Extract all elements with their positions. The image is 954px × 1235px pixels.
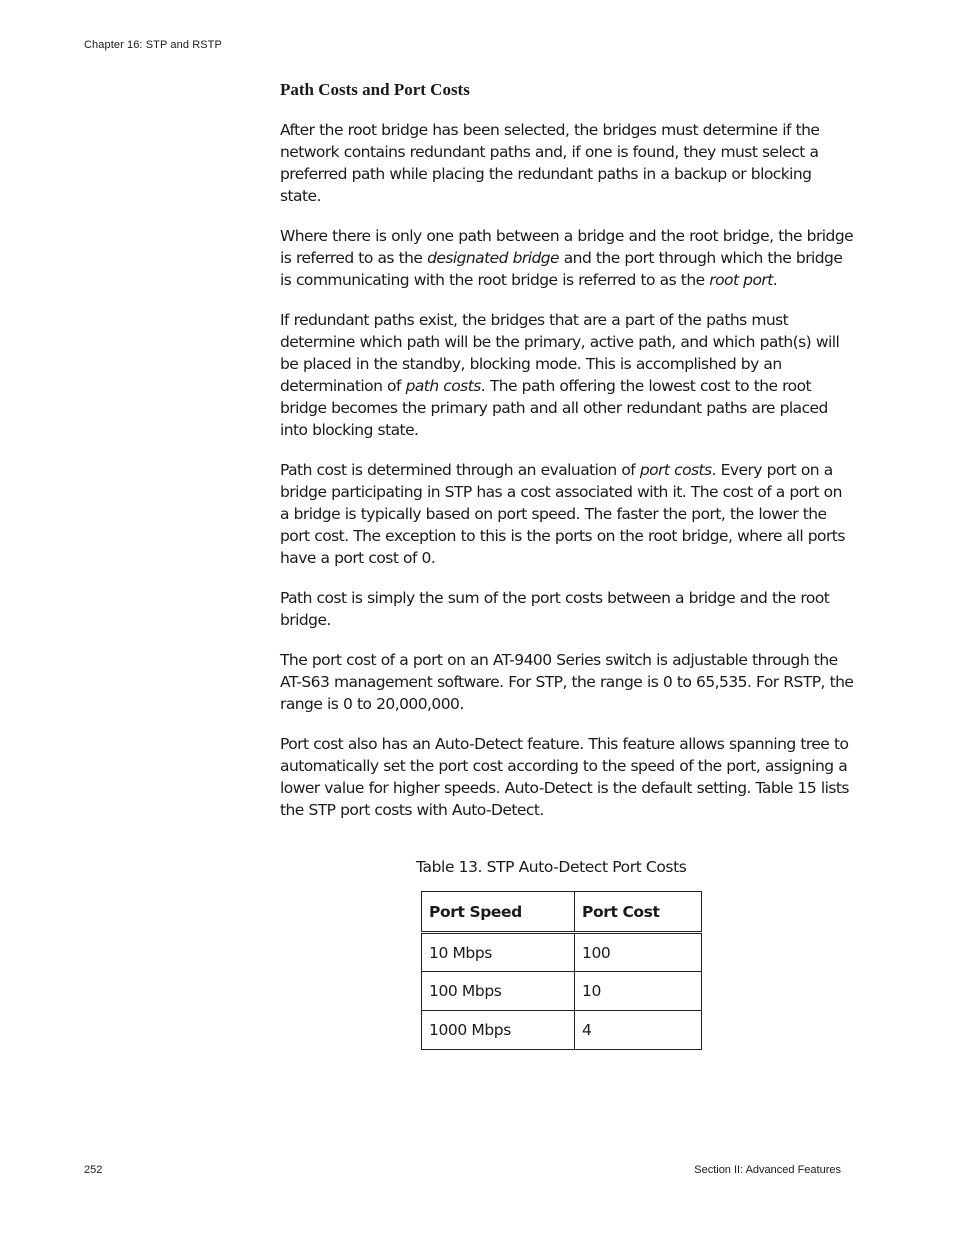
- column-header-port-cost: Port Cost: [575, 892, 702, 933]
- table-row: [422, 972, 702, 1011]
- cell-port-speed: 100 Mbps: [422, 972, 575, 1011]
- cell-port-cost: 10: [575, 972, 702, 1011]
- cell-port-speed: 1000 Mbps: [422, 1011, 575, 1050]
- table-row: [422, 1011, 702, 1050]
- paragraph-2: Where there is only one path between a bridge and the root bridge, the bridge is referred to as the designated bridge and the port through which the bridge is communicating with the root bridge is referred to as the root port.: [280, 227, 854, 289]
- port-cost-table: [421, 891, 702, 1050]
- page-number: 252: [84, 1164, 103, 1176]
- cell-port-cost: 100: [575, 933, 702, 972]
- paragraph-3: If redundant paths exist, the bridges that are a part of the paths must determine which path will be the primary, active path, and which path(s) will be placed in the standby, blocking mode. This is accomplished by an determination of path costs. The path offering the lowest cost to the root bridge becomes the primary path and all other redundant paths are placed into blocking state.: [280, 311, 840, 439]
- table-caption: Table 13. STP Auto-Detect Port Costs: [416, 858, 687, 876]
- term-root-port: root port: [709, 271, 773, 289]
- cell-port-cost: 4: [575, 1011, 702, 1050]
- cell-port-speed: 10 Mbps: [422, 933, 575, 972]
- term-designated-bridge: designated bridge: [427, 249, 560, 267]
- paragraph-4: Path cost is determined through an evaluation of port costs. Every port on a bridge participating in STP has a cost associated with it. The cost of a port on a bridge is typically based on port speed. The faster the port, the lower the port cost. The exception to this is the ports on the root bridge, where all ports have a port cost of 0.: [280, 461, 845, 567]
- table-row: [422, 933, 702, 972]
- body-text: [280, 119, 855, 839]
- column-header-port-speed: Port Speed: [422, 892, 575, 933]
- paragraph-5: Path cost is simply the sum of the port costs between a bridge and the root bridge.: [280, 589, 830, 629]
- section-heading: Path Costs and Port Costs: [280, 80, 470, 99]
- running-footer: Section II: Advanced Features: [694, 1164, 841, 1176]
- paragraph-1: After the root bridge has been selected, the bridges must determine if the network contains redundant paths and, if one is found, they must select a preferred path while placing the redundant paths in a backup or blocking state.: [280, 121, 820, 205]
- paragraph-6: The port cost of a port on an AT-9400 Series switch is adjustable through the AT-S63 management software. For STP, the range is 0 to 65,535. For RSTP, the range is 0 to 20,000,000.: [280, 651, 854, 713]
- term-port-costs: port costs: [639, 461, 712, 479]
- running-header: Chapter 16: STP and RSTP: [84, 39, 222, 51]
- paragraph-7: Port cost also has an Auto-Detect feature. This feature allows spanning tree to automatically set the port cost according to the speed of the port, assigning a lower value for higher speeds. Auto-Detect is the default setting. Table 15 lists the STP port costs with Auto-Detect.: [280, 735, 849, 819]
- table-header-row: [422, 892, 702, 933]
- term-path-costs: path costs: [405, 377, 481, 395]
